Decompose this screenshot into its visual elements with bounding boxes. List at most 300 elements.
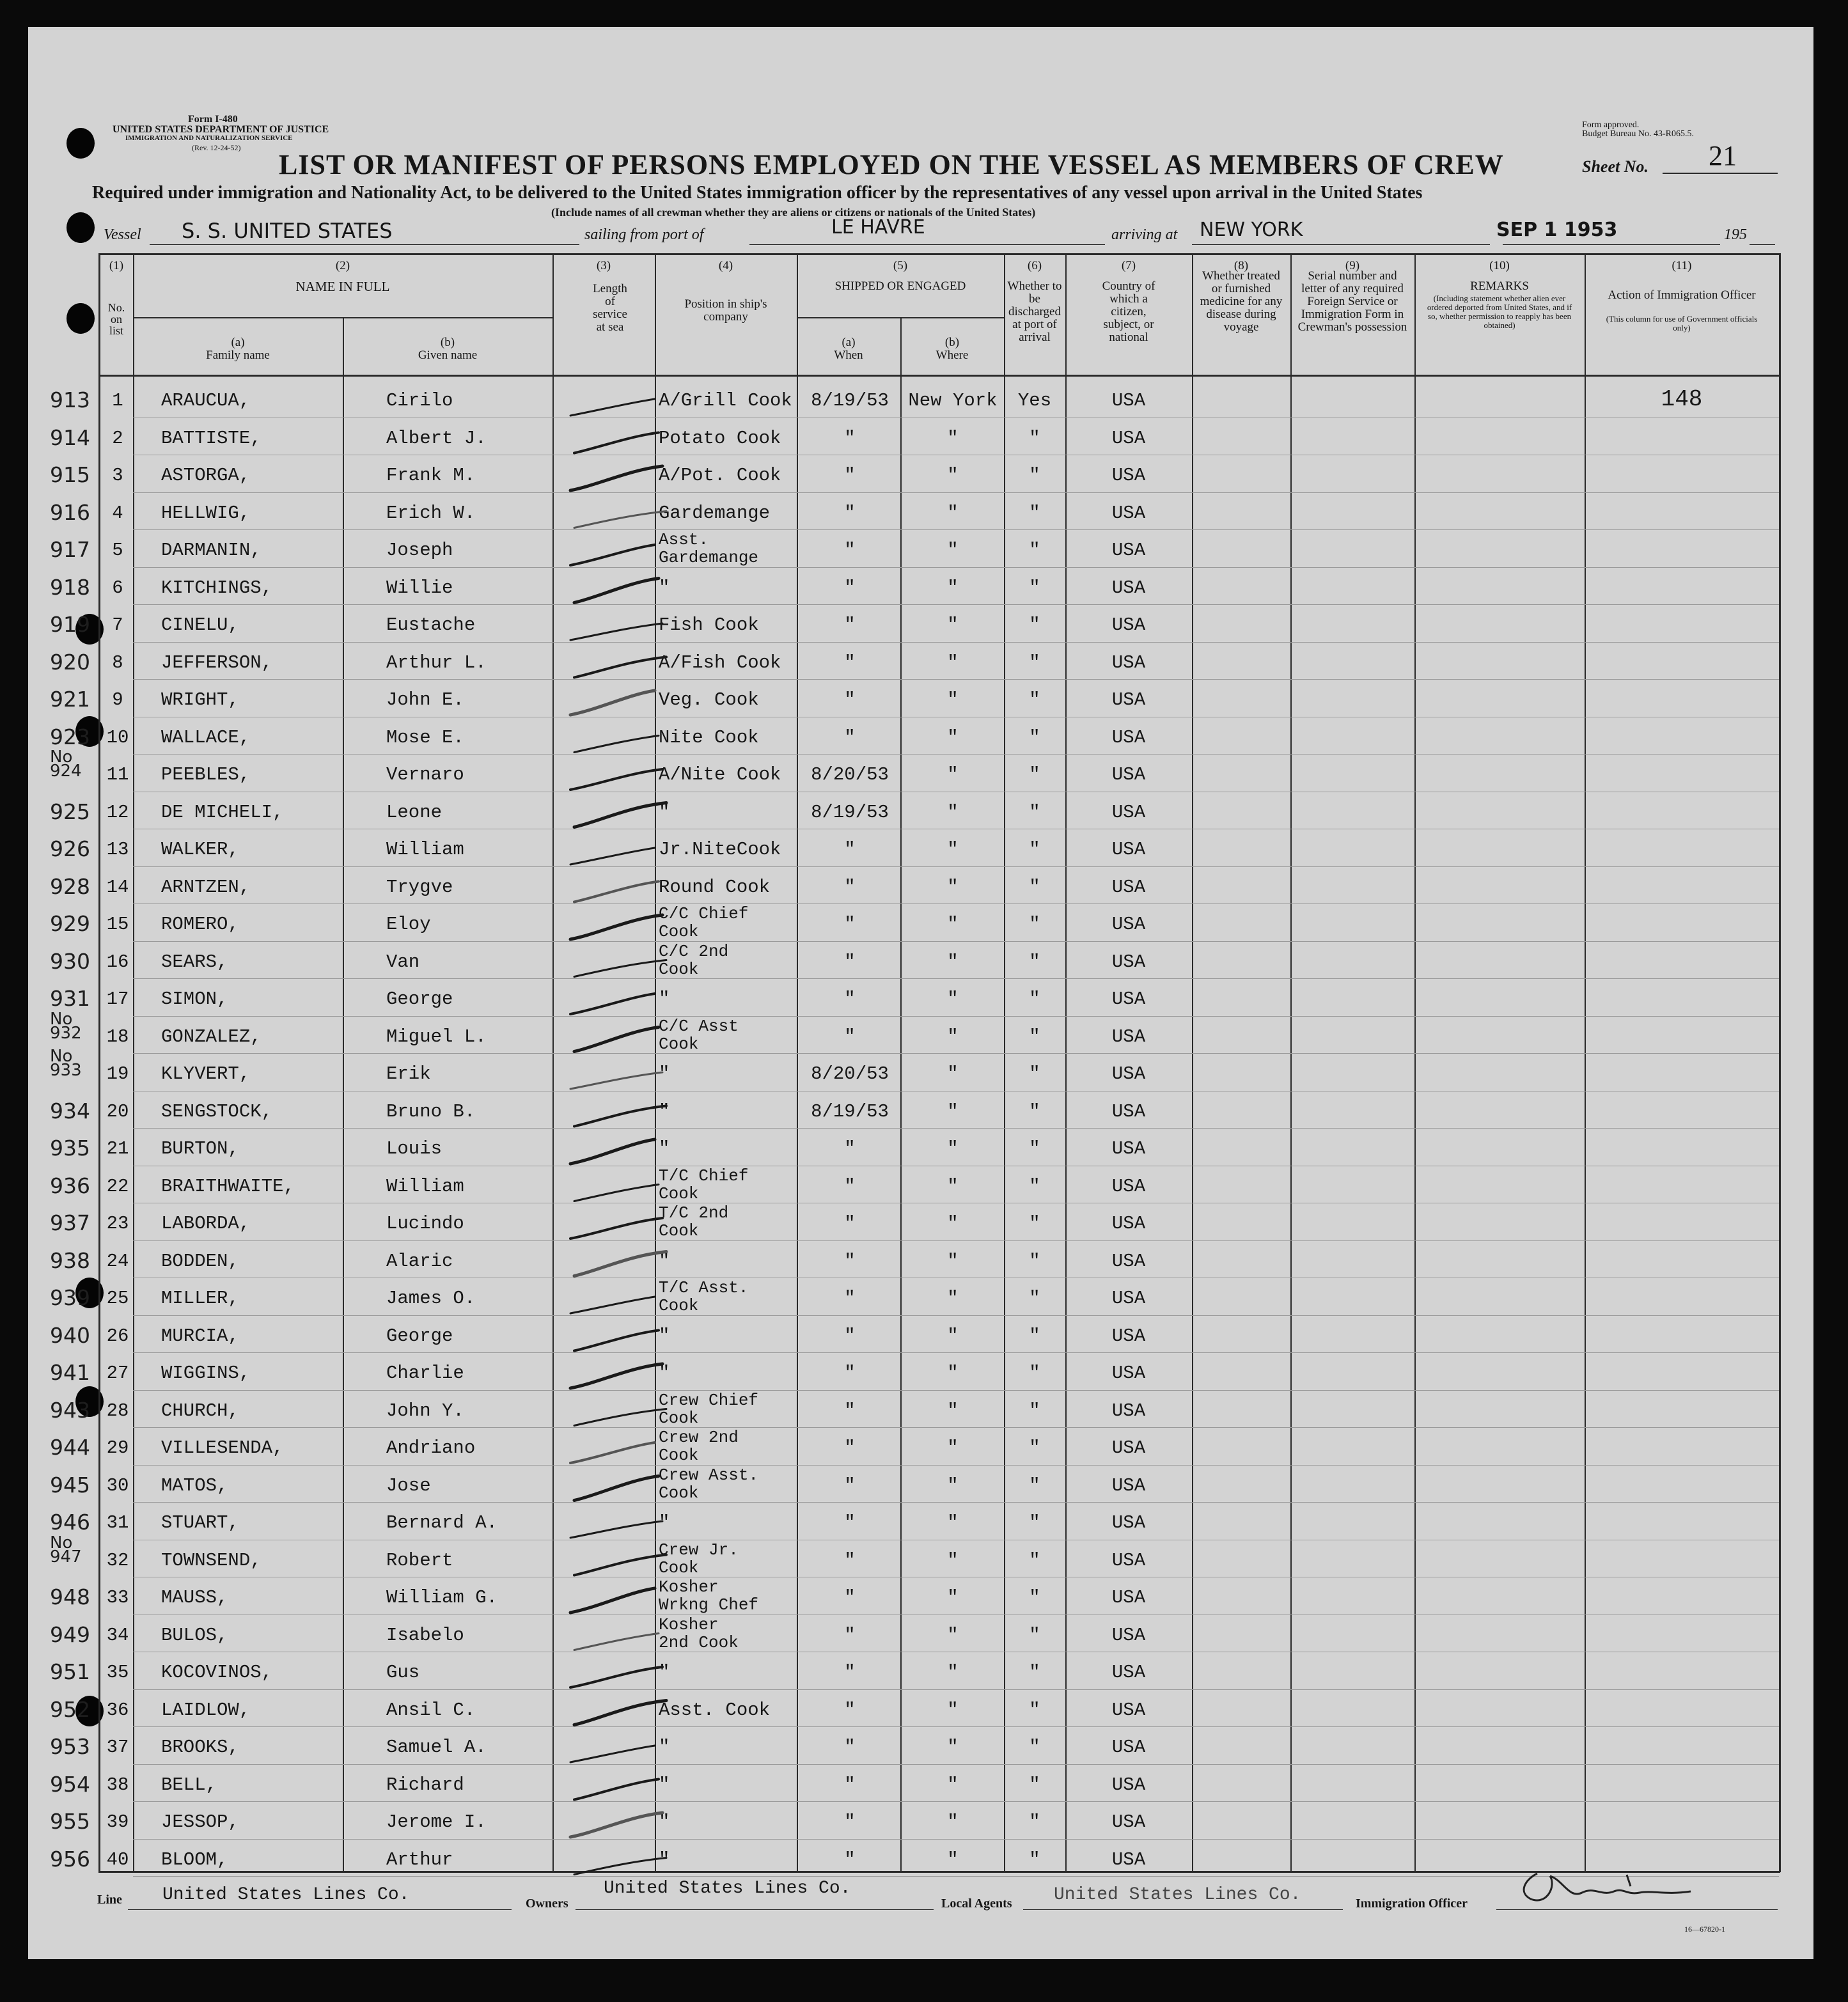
- shipped-where: ": [947, 1811, 959, 1833]
- handwritten-id: 918: [50, 574, 90, 600]
- shipped-when: ": [844, 1437, 856, 1458]
- discharged: ": [1029, 614, 1040, 636]
- shipped-when: ": [844, 1587, 856, 1608]
- given-name: Isabelo: [386, 1624, 464, 1646]
- family-name: STUART,: [161, 1512, 239, 1533]
- shipped-where: ": [947, 876, 959, 898]
- shipped-where: ": [947, 1662, 959, 1683]
- given-name: Erik: [386, 1063, 431, 1084]
- year-suffix: 195: [1724, 226, 1747, 243]
- handwritten-id: 917: [50, 537, 90, 562]
- shipped-when: 8/20/53: [811, 764, 889, 785]
- service-stroke: [574, 433, 659, 453]
- handwritten-id: 923: [50, 724, 90, 749]
- given-name: William: [386, 1175, 464, 1197]
- country: USA: [1111, 689, 1146, 710]
- handwritten-id: 952: [50, 1696, 90, 1722]
- country: USA: [1111, 1213, 1146, 1234]
- handwritten-id: 956: [50, 1846, 90, 1872]
- handwritten-id: 916: [50, 499, 90, 525]
- col5-header: SHIPPED OR ENGAGED: [834, 279, 966, 293]
- family-name: BLOOM,: [161, 1849, 228, 1870]
- country: USA: [1111, 839, 1146, 860]
- shipped-when: ": [844, 652, 856, 673]
- sailing-port: LE HAVRE: [831, 216, 925, 239]
- shipped-where: ": [947, 1587, 959, 1608]
- agents-value: United States Lines Co.: [1054, 1885, 1301, 1905]
- handwritten-id: 955: [50, 1809, 90, 1834]
- discharged: ": [1029, 465, 1040, 486]
- given-name: Frank M.: [386, 465, 476, 486]
- given-name: Willie: [386, 577, 453, 598]
- country: USA: [1111, 1400, 1146, 1421]
- service-stroke: [570, 545, 655, 565]
- revision: (Rev. 12-24-52): [192, 143, 241, 152]
- row-number: 4: [112, 502, 123, 524]
- shipped-when: ": [844, 577, 856, 598]
- given-name: Mose E.: [386, 726, 464, 748]
- agents-label: Local Agents: [941, 1896, 1012, 1911]
- country: USA: [1111, 1624, 1146, 1646]
- position: T/C Chief Cook: [659, 1166, 749, 1203]
- family-name: JESSOP,: [161, 1811, 239, 1833]
- discharged: ": [1029, 502, 1040, 524]
- col3-header: Length of service at sea: [593, 282, 627, 334]
- shipped-when: ": [844, 1737, 856, 1758]
- service-stroke: [570, 848, 655, 864]
- shipped-where: ": [947, 1512, 959, 1533]
- row-number: 24: [106, 1250, 129, 1272]
- family-name: SENGSTOCK,: [161, 1100, 273, 1122]
- handwritten-id: 928: [50, 873, 90, 899]
- budget-bureau: Budget Bureau No. 43-R065.5.: [1582, 129, 1694, 139]
- family-name: VILLESENDA,: [161, 1437, 284, 1458]
- discharged: ": [1029, 1737, 1040, 1758]
- position: ": [659, 801, 670, 823]
- given-name: Robert: [386, 1549, 453, 1571]
- country: USA: [1111, 1363, 1146, 1384]
- family-name: ARAUCUA,: [161, 390, 251, 411]
- family-name: WALLACE,: [161, 726, 251, 748]
- row-number: 28: [106, 1400, 129, 1421]
- handwritten-id: 919: [50, 612, 90, 637]
- shipped-where: ": [947, 1624, 959, 1646]
- shipped-where: ": [947, 1138, 959, 1159]
- shipped-where: ": [947, 1549, 959, 1571]
- shipped-where: ": [947, 1288, 959, 1309]
- row-number: 1: [112, 390, 123, 411]
- row-number: 18: [106, 1026, 129, 1047]
- handwritten-id: 948: [50, 1584, 90, 1609]
- manifest-sheet: [28, 27, 1813, 1959]
- given-name: Charlie: [386, 1363, 464, 1384]
- position: ": [659, 1811, 670, 1833]
- service-stroke: [570, 1521, 662, 1538]
- shipped-when: ": [844, 1512, 856, 1533]
- family-name: KLYVERT,: [161, 1063, 251, 1084]
- service-length-strokes: [559, 372, 674, 1907]
- vessel-name: S. S. UNITED STATES: [182, 219, 393, 243]
- country: USA: [1111, 652, 1146, 673]
- country: USA: [1111, 951, 1146, 973]
- discharged: ": [1029, 876, 1040, 898]
- discharged: ": [1029, 1624, 1040, 1646]
- family-name: BROOKS,: [161, 1737, 239, 1758]
- col10-note: (Including statement whether alien ever ordered deported from United States, and if so, whether permission to reapply has been obtained): [1427, 293, 1572, 330]
- country: USA: [1111, 1474, 1146, 1496]
- position: ": [659, 1849, 670, 1870]
- shipped-when: ": [844, 1662, 856, 1683]
- discharged: ": [1029, 1662, 1040, 1683]
- shipped-when: ": [844, 1026, 856, 1047]
- row-number: 14: [106, 876, 129, 898]
- discharged: ": [1029, 1811, 1040, 1833]
- shipped-when: ": [844, 427, 856, 449]
- discharged: ": [1029, 1250, 1040, 1272]
- discharged: ": [1029, 1213, 1040, 1234]
- country: USA: [1111, 876, 1146, 898]
- row-number: 31: [106, 1512, 129, 1533]
- country: USA: [1111, 801, 1146, 823]
- page-title: LIST OR MANIFEST OF PERSONS EMPLOYED ON THE VESSEL AS MEMBERS OF CREW: [279, 149, 1504, 180]
- shipped-where: ": [947, 1363, 959, 1384]
- country: USA: [1111, 1100, 1146, 1122]
- discharged: ": [1029, 1400, 1040, 1421]
- given-name: Bruno B.: [386, 1100, 476, 1122]
- col2a-header: Family name: [206, 348, 270, 362]
- discharged: ": [1029, 1512, 1040, 1533]
- shipped-where: ": [947, 427, 959, 449]
- discharged: ": [1029, 1100, 1040, 1122]
- given-name: Vernaro: [386, 764, 464, 785]
- country: USA: [1111, 465, 1146, 486]
- discharged: ": [1029, 1474, 1040, 1496]
- family-name: LAIDLOW,: [161, 1699, 251, 1721]
- position: Crew Jr. Cook: [659, 1540, 739, 1577]
- position: ": [659, 1363, 670, 1384]
- shipped-where: ": [947, 726, 959, 748]
- service-stroke: [574, 1185, 659, 1201]
- shipped-when: ": [844, 540, 856, 561]
- family-name: BULOS,: [161, 1624, 228, 1646]
- handwritten-id: 929: [50, 911, 90, 936]
- family-name: WALKER,: [161, 839, 239, 860]
- country: USA: [1111, 1849, 1146, 1870]
- row-number: 13: [106, 839, 129, 860]
- col9-header: Serial number and letter of any required Foreign Service or Immigration Form in Crewman's possession: [1297, 269, 1407, 334]
- shipped-when: 8/20/53: [811, 1063, 889, 1084]
- row-number: 16: [106, 951, 129, 973]
- shipped-when: ": [844, 951, 856, 973]
- arriving-port: NEW YORK: [1200, 219, 1303, 241]
- row-number: 19: [106, 1063, 129, 1084]
- country: USA: [1111, 1325, 1146, 1347]
- service-stroke: [574, 882, 659, 902]
- row-number: 21: [106, 1138, 129, 1159]
- row-number: 37: [106, 1737, 129, 1758]
- handwritten-id: 953: [50, 1734, 90, 1759]
- col6-header: Whether to be discharged at port of arrival: [1007, 279, 1062, 344]
- position: Asst. Gardemange: [659, 530, 759, 567]
- given-name: John E.: [386, 689, 464, 710]
- service-stroke: [574, 960, 666, 977]
- discharged: ": [1029, 1026, 1040, 1047]
- handwritten-id: 944: [50, 1435, 90, 1460]
- row-number: 3: [112, 465, 123, 486]
- position: Gardemange: [659, 502, 771, 524]
- handwritten-id: 914: [50, 425, 90, 450]
- discharged: ": [1029, 427, 1040, 449]
- discharged: ": [1029, 1849, 1040, 1870]
- service-stroke: [570, 399, 655, 416]
- position: Crew 2nd Cook: [659, 1428, 739, 1465]
- shipped-where: ": [947, 652, 959, 673]
- col7-header: Country of which a citizen, subject, or national: [1102, 279, 1155, 344]
- given-name: Miguel L.: [386, 1026, 487, 1047]
- col8-num: (8): [1233, 259, 1249, 272]
- sailing-label: sailing from port of: [584, 226, 704, 243]
- position: ": [659, 577, 670, 598]
- line-value: United States Lines Co.: [162, 1885, 410, 1905]
- shipped-where: ": [947, 1213, 959, 1234]
- discharged: ": [1029, 989, 1040, 1010]
- sheet-label: Sheet No.: [1582, 157, 1648, 176]
- position: Crew Asst. Cook: [659, 1465, 759, 1503]
- sheet-number: 21: [1709, 140, 1737, 171]
- punch-hole: [67, 212, 95, 243]
- given-name: Arthur L.: [386, 652, 487, 673]
- handwritten-id: 949: [50, 1622, 90, 1647]
- given-name: John Y.: [386, 1400, 464, 1421]
- shipped-when: ": [844, 1250, 856, 1272]
- form-approved: Form approved.: [1582, 120, 1640, 130]
- discharged: ": [1029, 1549, 1040, 1571]
- given-name: Jerome I.: [386, 1811, 487, 1833]
- shipped-when: ": [844, 1213, 856, 1234]
- country: USA: [1111, 1175, 1146, 1197]
- shipped-where: ": [947, 577, 959, 598]
- punch-hole: [67, 128, 95, 159]
- shipped-when: ": [844, 1849, 856, 1870]
- service-stroke: [574, 1555, 666, 1576]
- shipped-where: ": [947, 914, 959, 935]
- family-name: SIMON,: [161, 989, 228, 1010]
- row-number: 7: [112, 614, 123, 636]
- shipped-when: ": [844, 1138, 856, 1159]
- shipped-where: ": [947, 1175, 959, 1197]
- col2a-num: (a): [231, 336, 245, 349]
- shipped-where: ": [947, 1325, 959, 1347]
- discharged: ": [1029, 1325, 1040, 1347]
- family-name: JEFFERSON,: [161, 652, 273, 673]
- position: ": [659, 989, 670, 1010]
- country: USA: [1111, 427, 1146, 449]
- service-stroke: [574, 1028, 659, 1052]
- service-stroke: [570, 466, 662, 490]
- position: ": [659, 1512, 670, 1533]
- service-stroke: [570, 1072, 662, 1089]
- shipped-when: 8/19/53: [811, 390, 889, 411]
- discharged: ": [1029, 577, 1040, 598]
- col5a-num: (a): [842, 336, 856, 349]
- shipped-where: ": [947, 1737, 959, 1758]
- country: USA: [1111, 1737, 1146, 1758]
- officer-signature: [1512, 1867, 1729, 1908]
- country: USA: [1111, 1774, 1146, 1795]
- family-name: CINELU,: [161, 614, 239, 636]
- given-name: Louis: [386, 1138, 442, 1159]
- position: A/Fish Cook: [659, 652, 781, 673]
- shipped-when: ": [844, 502, 856, 524]
- handwritten-id: 951: [50, 1659, 90, 1684]
- service-stroke: [574, 1634, 659, 1650]
- col5b-num: (b): [944, 336, 960, 349]
- position: ": [659, 1662, 670, 1683]
- row-number: 35: [106, 1662, 129, 1683]
- given-name: Richard: [386, 1774, 464, 1795]
- country: USA: [1111, 1699, 1146, 1721]
- family-name: TOWNSEND,: [161, 1549, 262, 1571]
- position: Fish Cook: [659, 614, 759, 636]
- shipped-when: 8/19/53: [811, 801, 889, 823]
- arrival-date: SEP 1 1953: [1496, 219, 1618, 241]
- position: Kosher 2nd Cook: [659, 1615, 739, 1652]
- discharged: ": [1029, 914, 1040, 935]
- country: USA: [1111, 1549, 1146, 1571]
- country: USA: [1111, 1288, 1146, 1309]
- agency-name: UNITED STATES DEPARTMENT OF JUSTICE: [113, 124, 329, 135]
- service-stroke: [574, 1409, 666, 1426]
- family-name: BELL,: [161, 1774, 217, 1795]
- shipped-when: ": [844, 989, 856, 1010]
- family-name: GONZALEZ,: [161, 1026, 262, 1047]
- shipped-where: ": [947, 1437, 959, 1458]
- shipped-where: ": [947, 1849, 959, 1870]
- country: USA: [1111, 540, 1146, 561]
- handwritten-id: 931: [50, 986, 90, 1011]
- position: ": [659, 1063, 670, 1084]
- col11-header: Action of Immigration Officer: [1608, 288, 1756, 302]
- given-name: Lucindo: [386, 1213, 464, 1234]
- position: Asst. Cook: [659, 1699, 771, 1721]
- row-number: 15: [106, 914, 129, 935]
- position: Crew Chief Cook: [659, 1390, 759, 1428]
- family-name: HELLWIG,: [161, 502, 251, 524]
- arriving-label: arriving at: [1111, 226, 1178, 243]
- shipped-when: ": [844, 689, 856, 710]
- handwritten-id: 934: [50, 1098, 90, 1123]
- row-number: 25: [106, 1288, 129, 1309]
- shipped-where: ": [947, 540, 959, 561]
- service-stroke: [574, 657, 666, 678]
- shipped-where: ": [947, 1774, 959, 1795]
- col5b-header: Where: [936, 348, 969, 362]
- handwritten-id: No 933: [50, 1047, 82, 1080]
- handwritten-id: 937: [50, 1210, 90, 1235]
- service-stroke: [570, 1588, 655, 1613]
- service-stroke: [570, 769, 662, 790]
- col4-num: (4): [718, 259, 733, 272]
- col8-header: Whether treated or furnished medicine for any disease during voyage: [1200, 269, 1283, 334]
- given-name: Ansil C.: [386, 1699, 476, 1721]
- col2-num: (2): [335, 259, 350, 272]
- handwritten-id: 946: [50, 1510, 90, 1535]
- shipped-when: ": [844, 1549, 856, 1571]
- shipped-where: ": [947, 502, 959, 524]
- given-name: Albert J.: [386, 427, 487, 449]
- handwritten-id: 941: [50, 1360, 90, 1385]
- given-name: George: [386, 989, 453, 1010]
- shipped-where: ": [947, 801, 959, 823]
- family-name: BRAITHWAITE,: [161, 1175, 295, 1197]
- discharged: ": [1029, 689, 1040, 710]
- position: A/Nite Cook: [659, 764, 781, 785]
- family-name: MATOS,: [161, 1474, 228, 1496]
- required-statement: Required under immigration and Nationality Act, to be delivered to the United States immigration officer by the representatives of any vessel upon arrival in the United States: [92, 183, 1423, 203]
- handwritten-id: 936: [50, 1173, 90, 1198]
- col10-header: REMARKS: [1470, 279, 1529, 293]
- service-stroke: [574, 1252, 666, 1276]
- col5-num: (5): [893, 259, 908, 272]
- shipped-when: ": [844, 1325, 856, 1347]
- service-stroke: [570, 1139, 655, 1164]
- family-name: CHURCH,: [161, 1400, 239, 1421]
- service-stroke: [574, 1858, 666, 1875]
- handwritten-id: 938: [50, 1247, 90, 1273]
- handwritten-id: 926: [50, 836, 90, 861]
- service-stroke: [570, 915, 662, 939]
- row-number: 27: [106, 1363, 129, 1384]
- family-name: SEARS,: [161, 951, 228, 973]
- row-number: 39: [106, 1811, 129, 1833]
- handwritten-id: No 924: [50, 747, 82, 781]
- handwritten-id: No 932: [50, 1009, 82, 1043]
- given-name: Cirilo: [386, 390, 453, 411]
- position: C/C Asst Cook: [659, 1016, 739, 1054]
- shipped-where: ": [947, 1474, 959, 1496]
- service-stroke: [574, 1106, 666, 1127]
- country: USA: [1111, 1250, 1146, 1272]
- row-number: 8: [112, 652, 123, 673]
- shipped-where: ": [947, 951, 959, 973]
- col2b-header: Given name: [418, 348, 478, 362]
- service-stroke: [570, 1297, 655, 1313]
- col1-num: (1): [109, 259, 124, 272]
- position: ": [659, 1250, 670, 1272]
- col11-num: (11): [1672, 259, 1692, 272]
- discharged: ": [1029, 1175, 1040, 1197]
- position: A/Pot. Cook: [659, 465, 781, 486]
- given-name: James O.: [386, 1288, 476, 1309]
- col2-header: NAME IN FULL: [295, 279, 390, 294]
- shipped-where: ": [947, 1400, 959, 1421]
- shipped-where: ": [947, 1026, 959, 1047]
- row-number: 11: [106, 764, 129, 785]
- shipped-when: ": [844, 1811, 856, 1833]
- shipped-where: ": [947, 1250, 959, 1272]
- country: USA: [1111, 726, 1146, 748]
- given-name: George: [386, 1325, 453, 1347]
- discharged: ": [1029, 1437, 1040, 1458]
- col10-num: (10): [1489, 259, 1510, 272]
- handwritten-id: 939: [50, 1285, 90, 1310]
- position: Kosher Wrkng Chef: [659, 1577, 759, 1615]
- handwritten-id: 940: [50, 1322, 90, 1348]
- shipped-when: ": [844, 1288, 856, 1309]
- shipped-when: ": [844, 914, 856, 935]
- shipped-where: ": [947, 764, 959, 785]
- service-stroke: [574, 579, 659, 603]
